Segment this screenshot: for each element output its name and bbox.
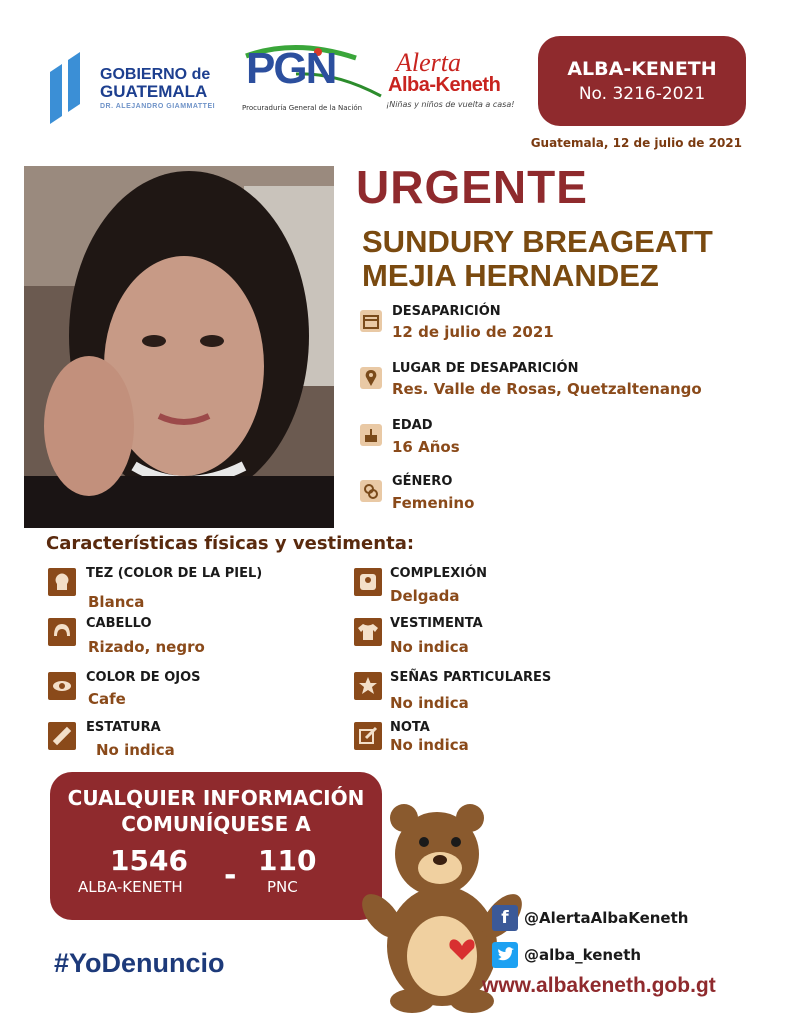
hair-icon (48, 618, 76, 646)
hashtag: #YoDenuncio (54, 948, 225, 978)
calendar-icon (360, 310, 382, 332)
alerta-slogan: ¡Niñas y niños de vuelta a casa! (386, 100, 515, 109)
alba-keneth-phone-number[interactable]: 1546 (110, 844, 188, 877)
characteristic-value: No indica (96, 741, 175, 759)
pgn-wordmark: PGN (246, 44, 336, 93)
characteristic-value: No indica (390, 736, 469, 754)
characteristic-label: CABELLO (86, 616, 152, 631)
detail-value: Femenino (392, 494, 475, 512)
characteristic-label: SEÑAS PARTICULARES (390, 670, 552, 685)
characteristic-label: COLOR DE OJOS (86, 670, 201, 685)
characteristics-heading: Características físicas y vestimenta: (46, 533, 415, 554)
characteristic-value: Cafe (88, 690, 126, 708)
detail-label: DESAPARICIÓN (392, 304, 501, 319)
case-number: No. 3216-2021 (578, 84, 706, 104)
gobierno-line3: DR. ALEJANDRO GIAMMATTEI (100, 103, 216, 110)
missing-person-photo (24, 166, 334, 528)
characteristic-value: No indica (390, 638, 469, 656)
case-number-badge (538, 36, 746, 126)
alerta-word: Alerta (396, 48, 461, 77)
detail-label: EDAD (392, 418, 433, 433)
star-icon (354, 672, 382, 700)
detail-value: 16 Años (392, 438, 460, 456)
characteristic-label: VESTIMENTA (390, 616, 483, 631)
note-edit-icon (354, 722, 382, 750)
urgent-heading: URGENTE (356, 161, 588, 213)
number-separator: - (224, 858, 237, 893)
characteristic-value: Rizado, negro (88, 638, 205, 656)
case-title: ALBA-KENETH (567, 58, 717, 80)
facebook-handle[interactable]: @AlertaAlbaKeneth (524, 909, 689, 927)
detail-value: Res. Valle de Rosas, Quetzaltenango (392, 380, 702, 398)
detail-value: 12 de julio de 2021 (392, 323, 554, 341)
gender-icon (360, 480, 382, 502)
facebook-icon: f (492, 905, 518, 931)
detail-label: GÉNERO (392, 474, 453, 489)
contact-info-box (50, 772, 382, 920)
characteristic-value: Delgada (390, 587, 460, 605)
contact-line1: CUALQUIER INFORMACIÓN (67, 786, 365, 810)
pgn-logo (236, 44, 386, 114)
shirt-icon (354, 618, 382, 646)
twitter-handle[interactable]: @alba_keneth (524, 946, 642, 964)
birthday-cake-icon (360, 424, 382, 446)
gobierno-line1: GOBIERNO de (100, 66, 211, 83)
gobierno-flag-bars-icon (48, 52, 88, 124)
person-name-line2: MEJIA HERNANDEZ (362, 258, 659, 293)
location-pin-icon (360, 367, 382, 389)
ruler-icon (48, 722, 76, 750)
pnc-phone-number[interactable]: 110 (258, 844, 317, 877)
alba-keneth-phone-label: ALBA-KENETH (78, 878, 183, 896)
website-link[interactable]: www.albakeneth.gob.gt (482, 974, 716, 997)
contact-line2: COMUNÍQUESE A (121, 812, 311, 836)
characteristic-value: Blanca (88, 593, 145, 611)
characteristic-label: NOTA (390, 720, 430, 735)
alerta-alba-keneth-logo (386, 48, 526, 118)
pgn-subtitle: Procuraduría General de la Nación (242, 104, 363, 112)
pnc-phone-label: PNC (267, 878, 298, 896)
issue-date: Guatemala, 12 de julio de 2021 (530, 136, 742, 150)
alerta-name: Alba-Keneth (388, 74, 501, 96)
characteristic-value: No indica (390, 694, 469, 712)
gobierno-guatemala-logo (48, 52, 238, 122)
characteristic-label: COMPLEXIÓN (390, 566, 488, 581)
twitter-icon (492, 942, 518, 968)
scale-icon (354, 568, 382, 596)
characteristic-label: TEZ (COLOR DE LA PIEL) (86, 566, 263, 581)
head-profile-icon (48, 568, 76, 596)
detail-label: LUGAR DE DESAPARICIÓN (392, 361, 579, 376)
gobierno-line2: GUATEMALA (100, 82, 208, 101)
eye-icon (48, 672, 76, 700)
characteristic-label: ESTATURA (86, 720, 161, 735)
person-name-line1: SUNDURY BREAGEATT (362, 224, 713, 259)
